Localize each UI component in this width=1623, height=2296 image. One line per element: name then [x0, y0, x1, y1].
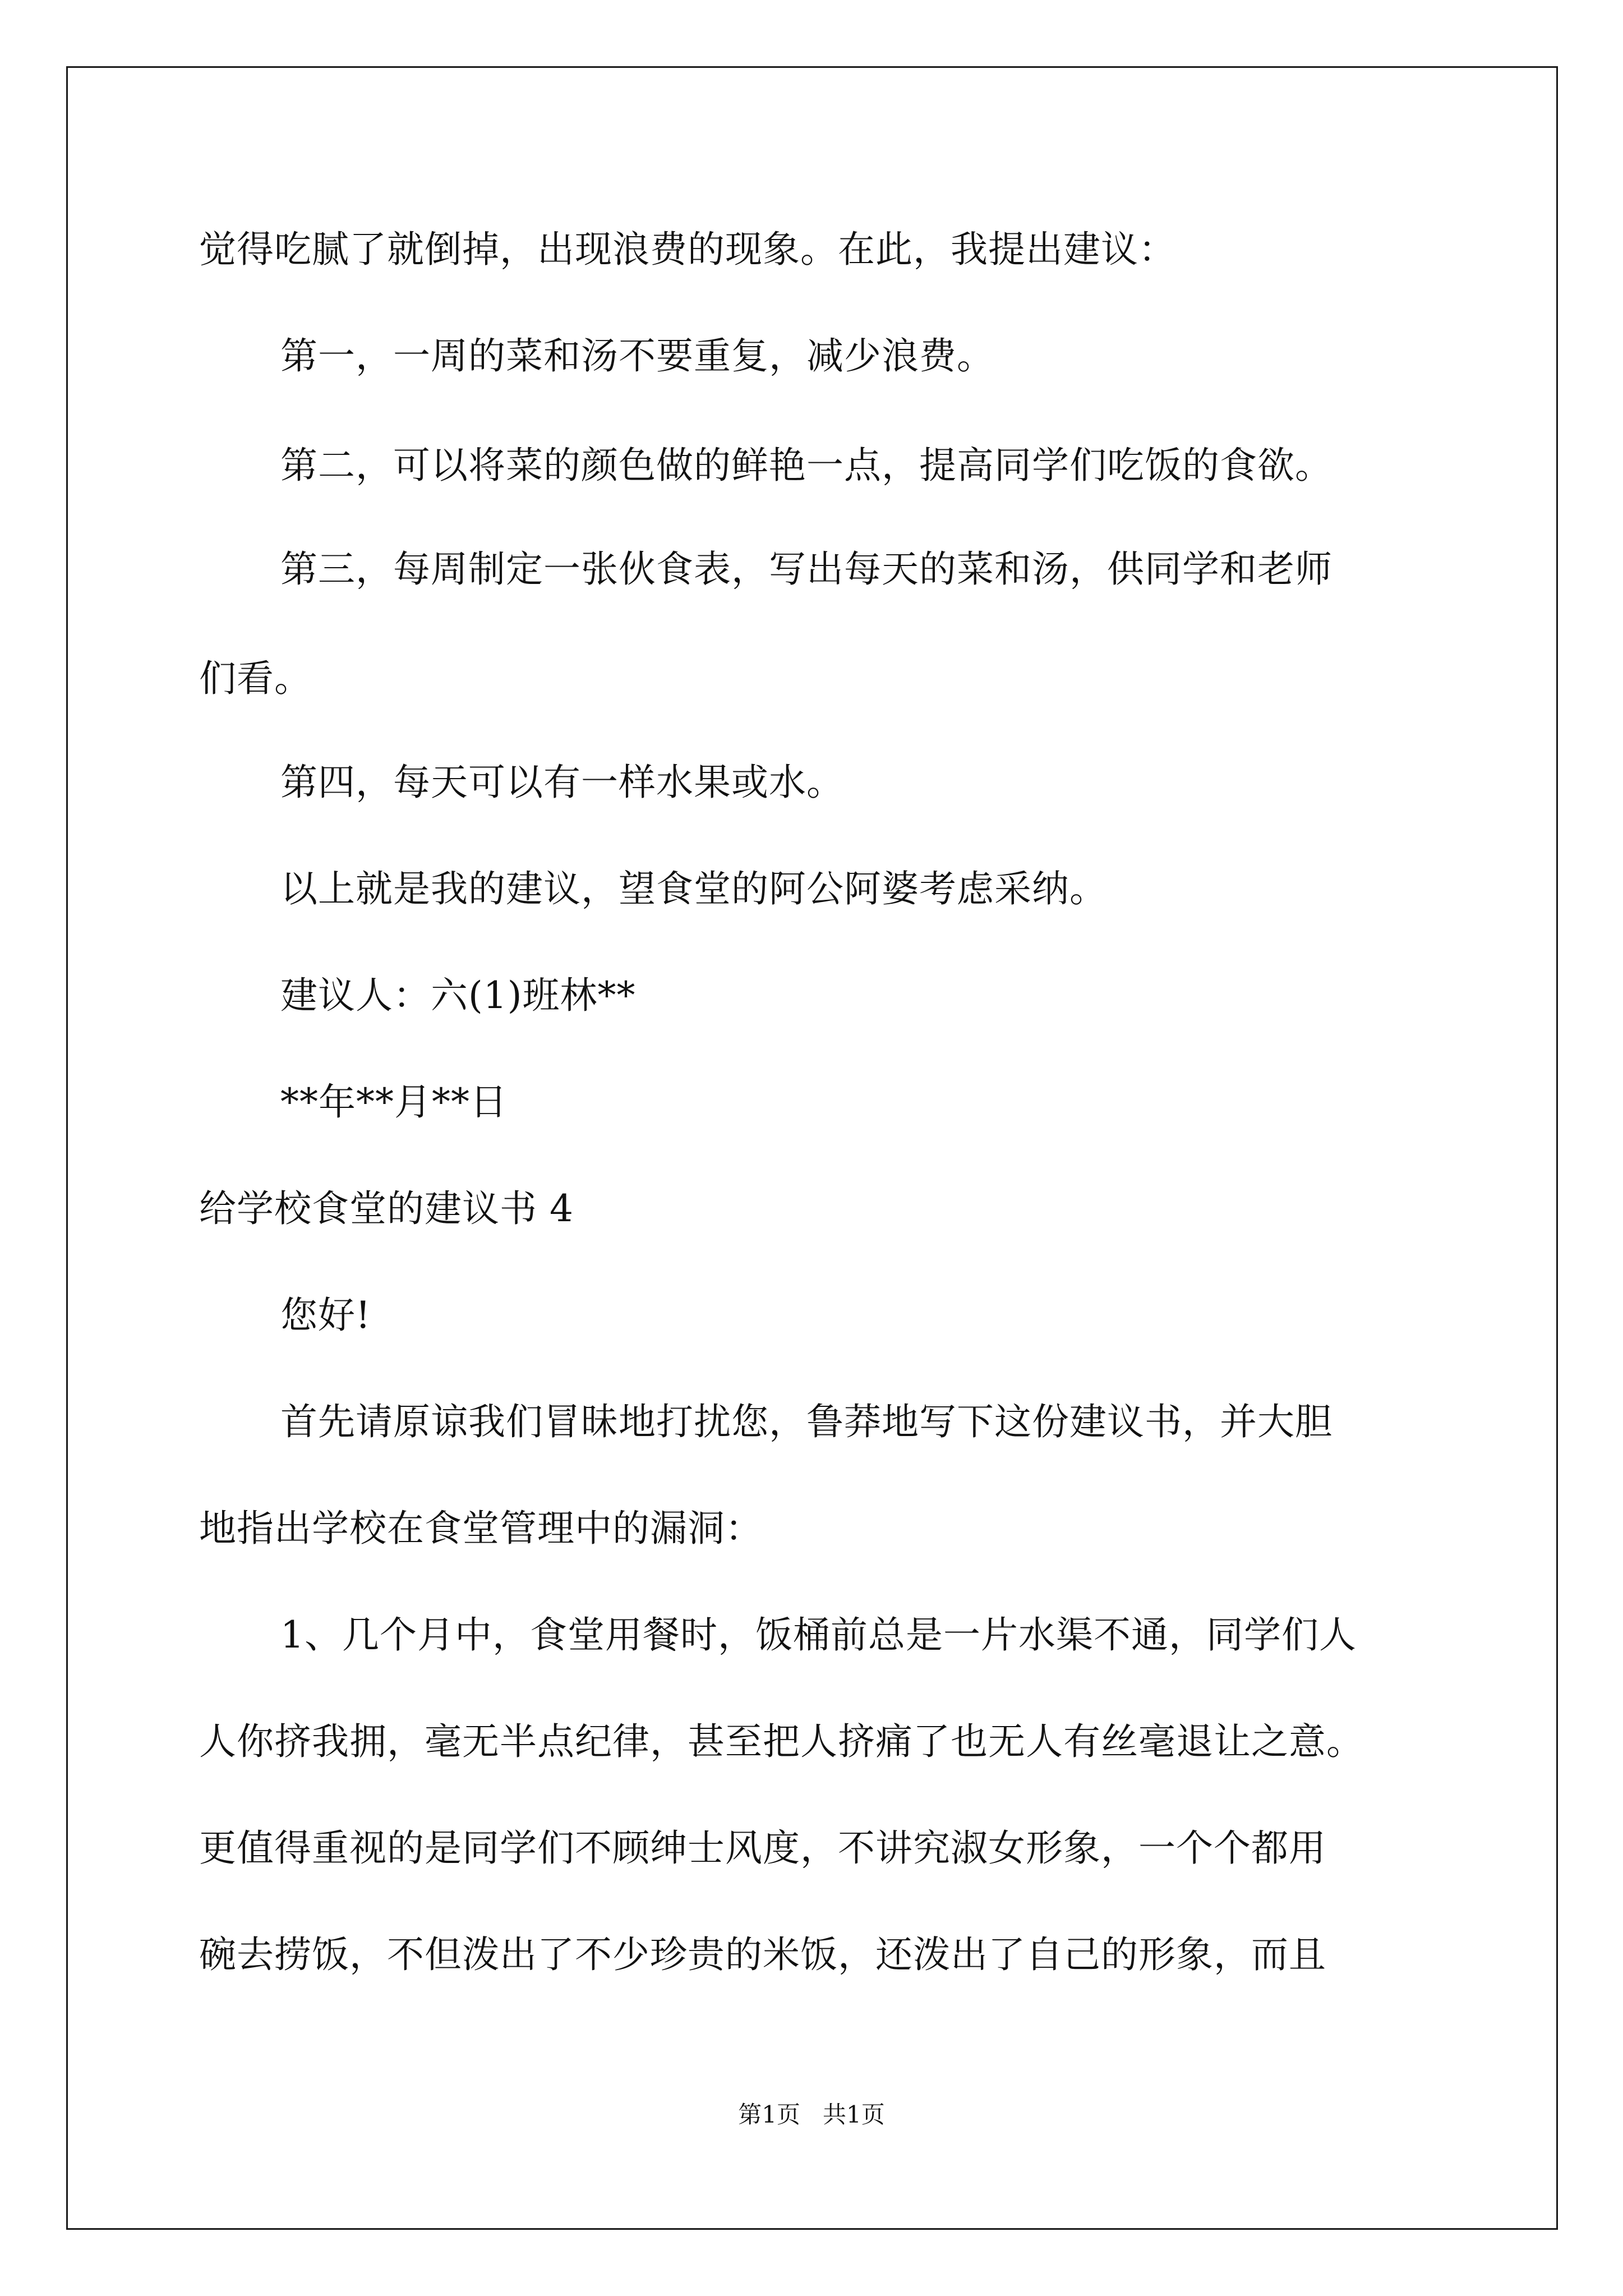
- text-line: 第四，每天可以有一样水果或水。: [280, 761, 844, 804]
- text-line: 第一，一周的菜和汤不要重复，减少浪费。: [280, 334, 994, 378]
- text-line: 首先请原谅我们冒昧地打扰您，鲁莽地写下这份建议书，并大胆: [280, 1400, 1332, 1443]
- text-line: 们看。: [199, 657, 312, 700]
- page-number: 第1页 共1页: [738, 2101, 885, 2128]
- section-title: 给学校食堂的建议书 4: [199, 1187, 574, 1230]
- text-line: 第二，可以将菜的颜色做的鲜艳一点，提高同学们吃饭的食欲。: [280, 444, 1332, 487]
- greeting: 您好!: [280, 1294, 371, 1337]
- text-line: 1、几个月中，食堂用餐时，饭桶前总是一片水渠不通，同学们人: [280, 1613, 1357, 1657]
- text-line: 以上就是我的建议，望食堂的阿公阿婆考虑采纳。: [280, 867, 1107, 910]
- signature-line: 建议人：六(1)班林**: [280, 974, 636, 1017]
- date-line: **年**月**日: [280, 1080, 508, 1124]
- text-line: 地指出学校在食堂管理中的漏洞：: [199, 1507, 763, 1550]
- text-line: 碗去捞饭，不但泼出了不少珍贵的米饭，还泼出了自己的形象，而且: [199, 1933, 1326, 1976]
- page-border: [66, 66, 1558, 2230]
- text-line: 更值得重视的是同学们不顾绅士风度，不讲究淑女形象，一个个都用: [199, 1826, 1326, 1870]
- text-line: 觉得吃腻了就倒掉，出现浪费的现象。在此，我提出建议：: [199, 228, 1176, 271]
- text-line: 人你挤我拥，毫无半点纪律，甚至把人挤痛了也无人有丝毫退让之意。: [199, 1720, 1364, 1763]
- text-line: 第三，每周制定一张伙食表，写出每天的菜和汤，供同学和老师: [280, 547, 1332, 591]
